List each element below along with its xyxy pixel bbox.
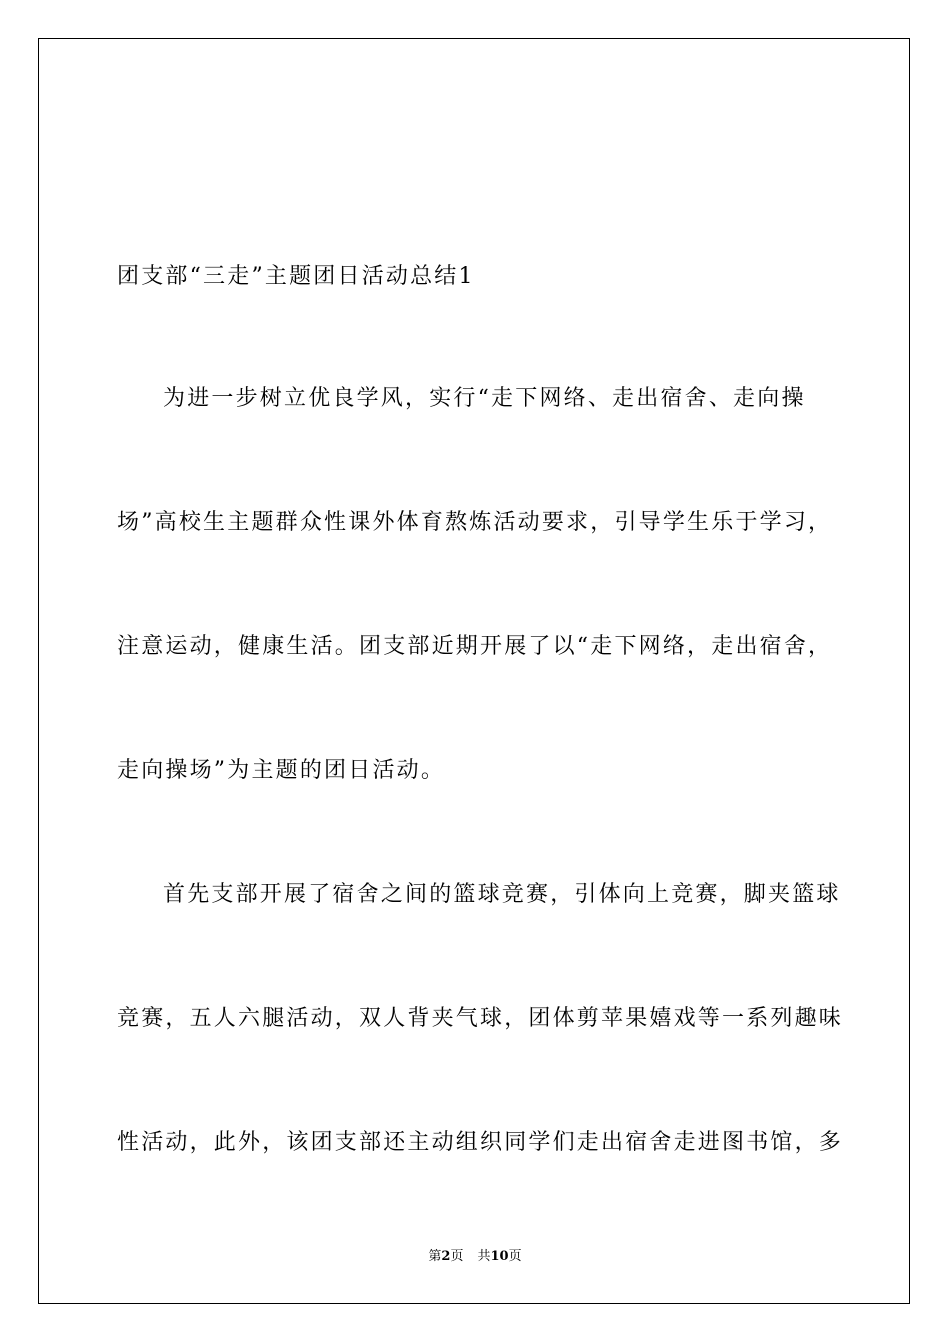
page-number: 2 [441, 1249, 451, 1264]
paragraph-1-line-1: 为进一步树立优良学风，实行“走下网络、走出宿舍、走向操 [163, 386, 806, 411]
document-title: 团支部“三走”主题团日活动总结1 [117, 264, 475, 289]
paragraph-1-line-3: 注意运动，健康生活。团支部近期开展了以“走下网络，走出宿舍， [117, 634, 833, 659]
page-border [38, 38, 910, 1304]
paragraph-2-line-1: 首先支部开展了宿舍之间的篮球竞赛，引体向上竞赛，脚夹篮球 [163, 882, 841, 907]
total-prefix: 共 [477, 1249, 491, 1264]
page-prefix: 第 [428, 1249, 442, 1264]
page-suffix: 页 [450, 1249, 464, 1264]
paragraph-1-line-2: 场”高校生主题群众性课外体育熬炼活动要求，引导学生乐于学习， [117, 510, 833, 535]
total-suffix: 页 [508, 1249, 522, 1264]
total-pages: 10 [490, 1249, 509, 1264]
paragraph-2-line-3: 性活动，此外，该团支部还主动组织同学们走出宿舍走进图书馆，多 [117, 1130, 844, 1155]
page-footer [0, 1248, 950, 1266]
paragraph-2-line-2: 竞赛，五人六腿活动，双人背夹气球，团体剪苹果嬉戏等一系列趣味 [117, 1006, 844, 1031]
paragraph-1-line-4: 走向操场”为主题的团日活动。 [117, 758, 446, 783]
